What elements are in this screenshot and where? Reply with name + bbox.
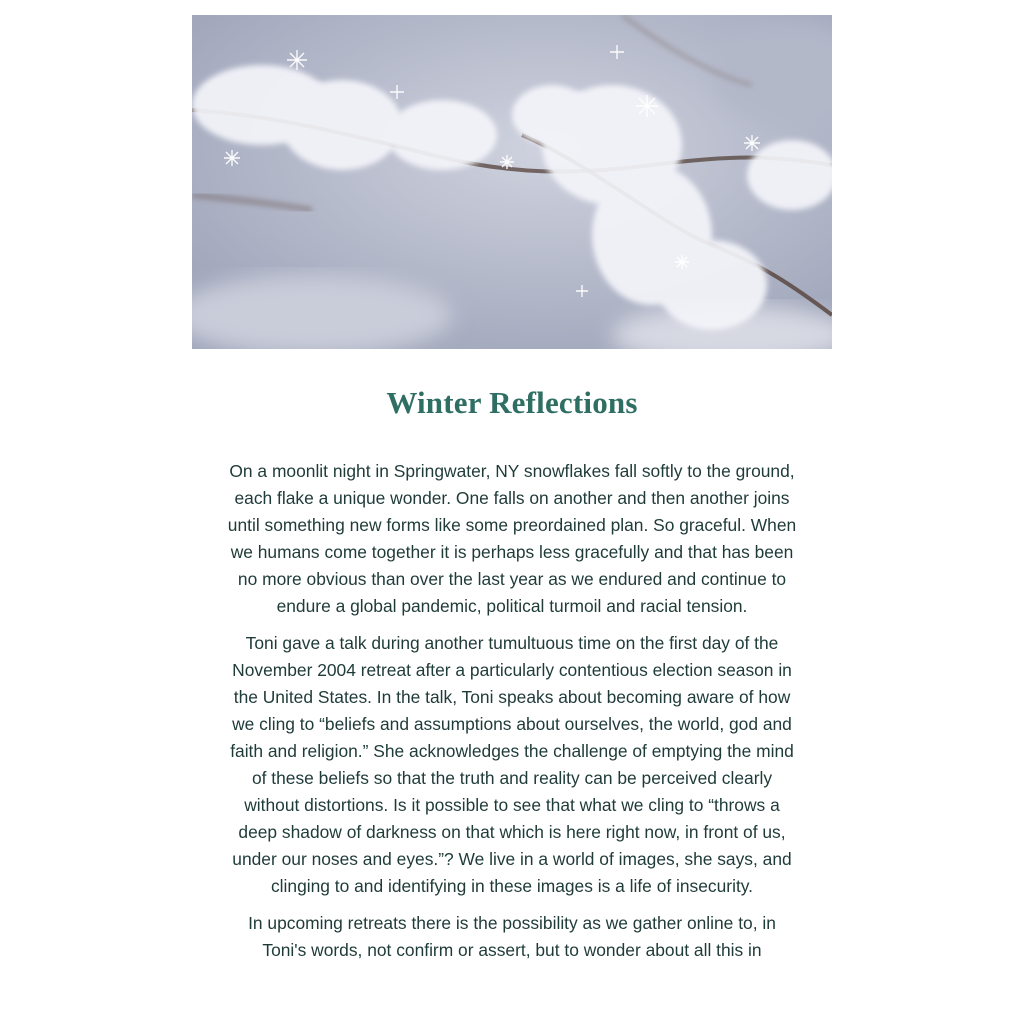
paragraph-1: On a moonlit night in Springwater, NY snowflakes fall softly to the ground, each flake a unique wonder. One falls on another and then another joins until something new forms like some preordained plan. So graceful. When we humans come together it is perhaps less gracefully and that has been no more obvious than over the last year as we endured and continue to endure a global pandemic, political turmoil and racial tension. (227, 461, 797, 616)
paragraph-3: In upcoming retreats there is the possibility as we gather online to, in Toni's words, not confirm or assert, but to wonder about all this in (248, 913, 776, 960)
snowflakes-on-branch-image (192, 15, 832, 349)
hero-image (192, 15, 832, 349)
paragraph-2: Toni gave a talk during another tumultuous time on the first day of the November 2004 retreat after a particularly contentious election season in the United States. In the talk, Toni speaks about becoming aware of how we cling to “beliefs and assumptions about ourselves, the world, god and faith and religion.” She acknowledges the challenge of emptying the mind of these beliefs so that the truth and reality can be perceived clearly without distortions. Is it possible to see that what we cling to “throws a deep shadow of darkness on that which is here right now, in front of us, under our noses and eyes.”? We live in a world of images, she says, and clinging to and identifying in these images is a life of insecurity. (230, 633, 794, 896)
article-body (227, 458, 797, 974)
page-title: Winter Reflections (386, 385, 638, 420)
